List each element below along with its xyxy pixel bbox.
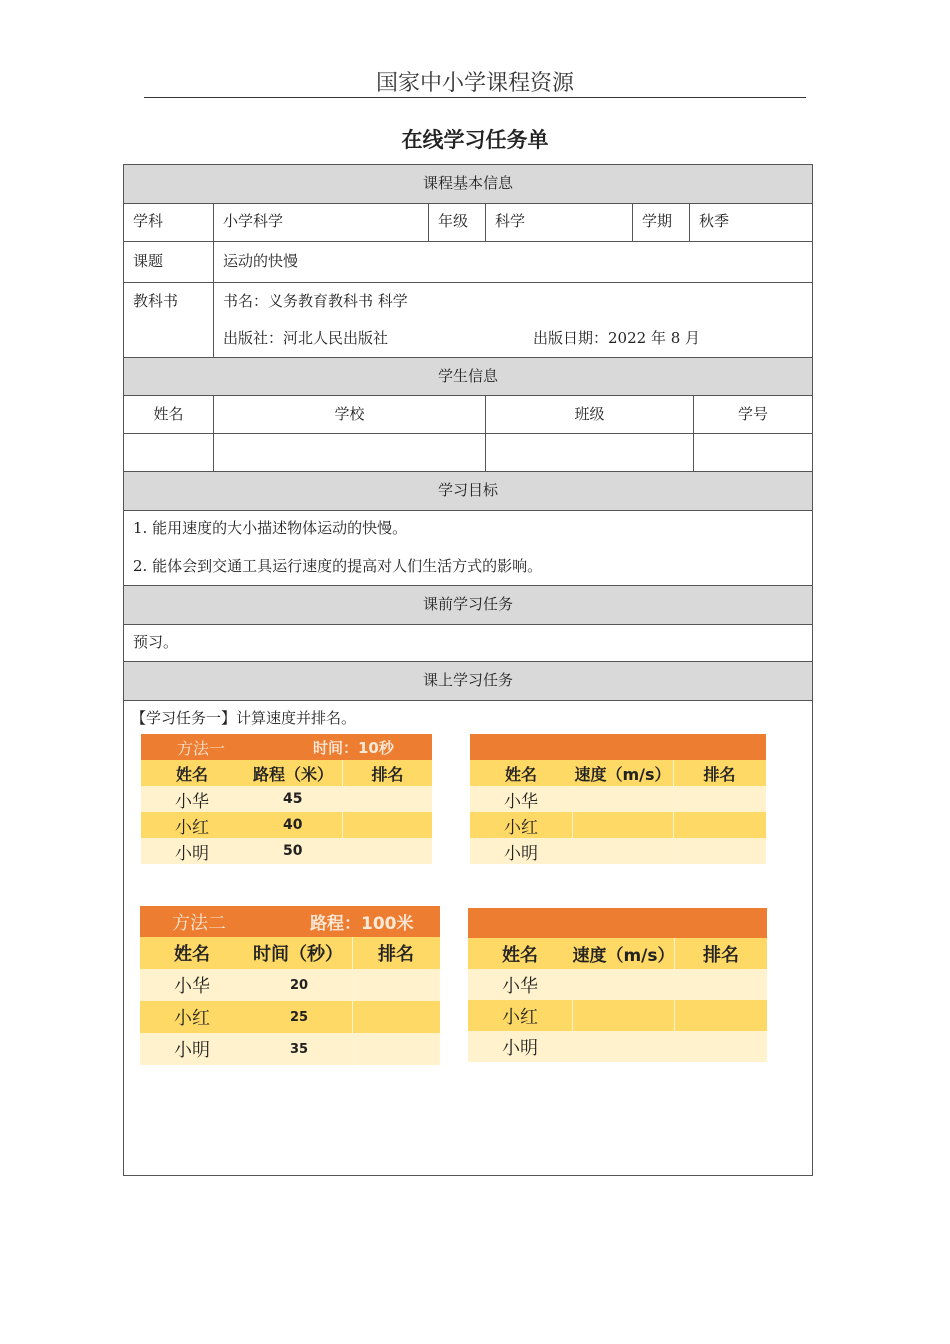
student-id-field[interactable]	[694, 434, 812, 471]
textbook-label: 教科书	[133, 292, 179, 310]
cell-separator	[673, 760, 674, 786]
cell-separator	[673, 812, 674, 838]
method-one-title: 方法一	[177, 738, 226, 758]
table-row	[468, 1000, 767, 1031]
table-row	[140, 1033, 440, 1065]
speed-table-one	[470, 734, 766, 866]
col-divider	[213, 203, 214, 357]
row-divider	[123, 510, 813, 511]
student-name: 小明	[502, 1037, 538, 1059]
student-school-header: 学校	[334, 405, 365, 423]
student-school-field[interactable]	[214, 434, 485, 471]
cell-separator	[572, 812, 573, 838]
student-name: 小红	[174, 1008, 210, 1029]
row-divider	[123, 241, 813, 242]
book-name: 书名：义务教育教科书 科学	[223, 292, 408, 310]
cell-separator	[572, 838, 573, 864]
document-title: 在线学习任务单	[401, 128, 549, 152]
speed-table-two	[468, 908, 767, 1063]
distance-value: 50	[283, 843, 303, 859]
cell-separator	[674, 1031, 675, 1062]
method-one-header-row	[141, 760, 432, 786]
pre-class-content: 预习。	[133, 633, 179, 651]
name-header: 姓名	[502, 944, 538, 966]
student-class-header: 班级	[574, 405, 605, 423]
subject-value: 小学科学	[223, 212, 284, 230]
publish-date: 出版日期：2022 年 8 月	[533, 329, 701, 347]
topic-label: 课题	[133, 252, 164, 270]
student-id-header: 学号	[737, 405, 768, 423]
cell-separator	[673, 838, 674, 864]
student-name: 小红	[502, 1006, 538, 1028]
goal-item: 2. 能体会到交通工具运行速度的提高对人们生活方式的影响。	[133, 557, 543, 575]
method-two-header-row	[140, 937, 440, 969]
method-two-table	[140, 906, 440, 1066]
name-header: 姓名	[504, 764, 537, 784]
time-value: 25	[290, 1009, 309, 1025]
cell-separator	[342, 786, 343, 812]
cell-separator	[342, 760, 343, 786]
cell-separator	[352, 1001, 353, 1033]
col-divider	[632, 203, 633, 241]
cell-separator	[674, 969, 675, 1000]
site-header-title: 国家中小学课程资源	[375, 71, 574, 96]
cell-separator	[572, 1000, 573, 1031]
distance-value: 40	[283, 817, 303, 833]
cell-separator	[342, 812, 343, 838]
table-row	[141, 812, 432, 838]
term-value: 秋季	[699, 212, 730, 230]
cell-separator	[674, 1000, 675, 1031]
table-row	[470, 786, 766, 812]
row-divider	[123, 282, 813, 283]
time-value: 20	[290, 977, 309, 993]
task-one-label: 【学习任务一】计算速度并排名。	[131, 709, 357, 727]
speed-table-header-row	[470, 760, 766, 786]
cell-separator	[572, 969, 573, 1000]
grade-value: 科学	[495, 212, 526, 230]
time-value: 35	[290, 1041, 309, 1057]
student-name: 小红	[175, 817, 209, 838]
publisher: 出版社：河北人民出版社	[223, 329, 389, 347]
rank-header: 排名	[378, 944, 414, 965]
cell-separator	[352, 1033, 353, 1065]
col-divider	[428, 203, 429, 241]
student-name-field[interactable]	[124, 434, 213, 471]
speed-table-title-row	[468, 908, 767, 938]
row-divider	[123, 624, 813, 625]
col-divider	[689, 203, 690, 241]
student-name: 小华	[502, 975, 538, 997]
student-name: 小华	[504, 791, 538, 812]
row-divider	[123, 471, 813, 472]
speed-header: 速度（m/s）	[574, 764, 671, 784]
rank-header: 排名	[703, 944, 739, 966]
subject-label: 学科	[133, 212, 164, 230]
course-info-title: 课程基本信息	[422, 174, 513, 192]
time-header: 时间（秒）	[253, 944, 343, 965]
row-divider	[123, 661, 813, 662]
cell-separator	[572, 786, 573, 812]
table-row	[468, 1031, 767, 1062]
col-divider	[485, 203, 486, 241]
header-divider	[144, 97, 806, 98]
student-name: 小华	[175, 791, 209, 812]
student-name: 小华	[174, 976, 210, 997]
method-one-condition: 时间：10秒	[313, 738, 394, 757]
table-row	[140, 1001, 440, 1033]
method-one-table	[141, 734, 432, 866]
student-name-header: 姓名	[153, 405, 184, 423]
method-one-title-row	[141, 734, 432, 760]
student-info-title: 学生信息	[437, 367, 498, 385]
cell-separator	[572, 1031, 573, 1062]
method-two-title-row	[140, 906, 440, 937]
cell-separator	[352, 969, 353, 1001]
goal-item: 1. 能用速度的大小描述物体运动的快慢。	[133, 519, 408, 537]
speed-table-title-row	[470, 734, 766, 760]
distance-header: 路程（米）	[252, 764, 333, 784]
distance-value: 45	[283, 791, 303, 807]
topic-value: 运动的快慢	[223, 252, 299, 270]
cell-separator	[342, 838, 343, 864]
pre-class-title: 课前学习任务	[422, 595, 513, 613]
student-name: 小红	[504, 817, 538, 838]
row-divider	[123, 395, 813, 396]
rank-header: 排名	[703, 764, 736, 784]
method-two-title: 方法二	[172, 912, 226, 934]
student-name: 小明	[175, 843, 209, 864]
row-divider	[123, 585, 813, 586]
speed-table-header-row	[468, 938, 767, 969]
term-label: 学期	[642, 212, 673, 230]
rank-header: 排名	[371, 764, 404, 784]
cell-separator	[674, 938, 675, 969]
student-name: 小明	[504, 843, 538, 864]
table-row	[140, 969, 440, 1001]
student-class-field[interactable]	[486, 434, 693, 471]
table-row	[470, 812, 766, 838]
table-row	[470, 838, 766, 864]
method-two-condition: 路程：100米	[310, 914, 414, 934]
row-divider	[123, 357, 813, 358]
table-row	[141, 786, 432, 812]
row-divider	[123, 203, 813, 204]
speed-header: 速度（m/s）	[572, 946, 675, 966]
grade-label: 年级	[438, 212, 469, 230]
name-header: 姓名	[175, 764, 208, 784]
cell-separator	[352, 937, 353, 969]
name-header: 姓名	[174, 944, 210, 965]
student-name: 小明	[174, 1040, 210, 1061]
table-row	[141, 838, 432, 864]
goals-title: 学习目标	[437, 481, 498, 499]
table-row	[468, 969, 767, 1000]
in-class-title: 课上学习任务	[422, 671, 513, 689]
cell-separator	[673, 786, 674, 812]
row-divider	[123, 700, 813, 701]
